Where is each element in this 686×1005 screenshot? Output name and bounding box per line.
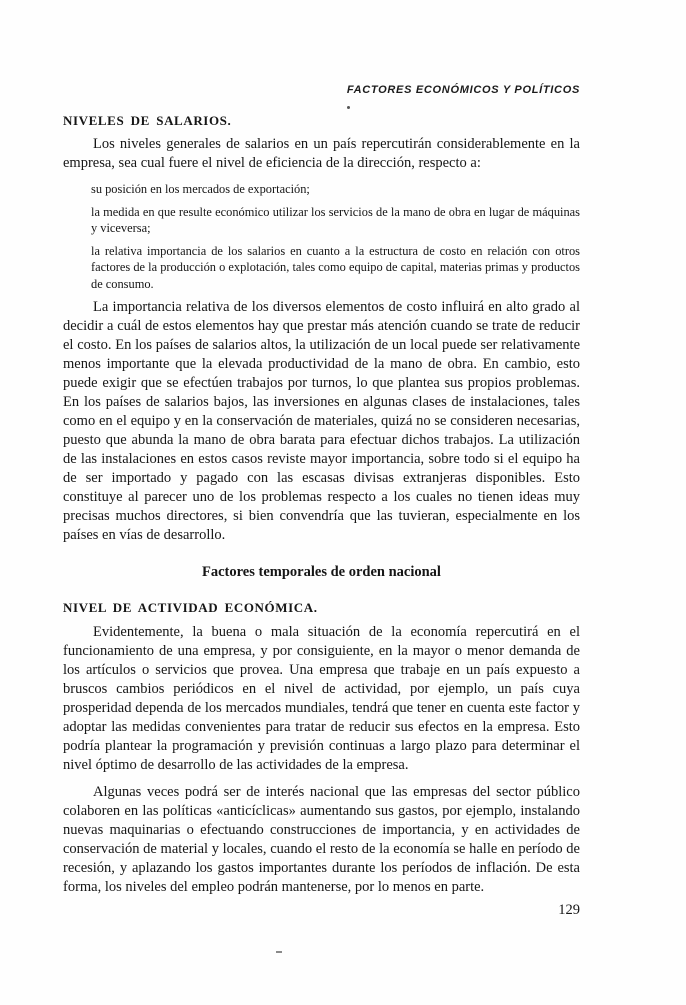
salarios-factor-list <box>91 181 580 293</box>
list-item: su posición en los mercados de exportación; <box>91 182 310 196</box>
page-number: 129 <box>558 901 580 918</box>
paragraph-salarios-body: La importancia relativa de los diversos elementos de costo influirá en alto grado al decidir a cuál de estos elementos hay que prestar más atención cuando se trate de reducir el costo. En los países de salarios altos, la utilización de un local puede ser relativamente menos importante que la elevada productividad de la mano de obra. En cambio, esto puede exigir que se efectúen trabajos por turnos, lo que plantea sus propios problemas. En los países de salarios bajos, las inversiones en algunas clases de instalaciones, tales como en el equipo y en la conservación de materiales, quizá no se consideren necesarias, puesto que abunda la mano de obra barata para efectuar dichos trabajos. La utilización de las instalaciones en estos casos reviste mayor importancia, sobre todo si el equipo ha de ser importado y pagado con las escasas divisas extranjeras disponibles. Esto constituye al parecer uno de los problemas respecto a los cuales no tienen ideas muy precisas muchos directores, si bien convendría que las tuvieran, especialmente en los países en vías de desarrollo. <box>63 298 580 543</box>
paragraph-actividad-1: Evidentemente, la buena o mala situación de la economía repercutirá en el funcionamiento de una empresa, y por consiguiente, en la mayor o menor demanda de los artículos o servicios que provea. Una empresa que trabaje en un país expuesto a bruscos cambios periódicos en el nivel de actividad, por ejemplo, un país cuya prosperidad dependa de los mercados mundiales, tendrá que tener en cuenta este factor y adoptar las medidas convenientes para tratar de reducir sus efectos en la empresa. Esto podría plantear la programación y previsión continuas a largo plazo para determinar el nivel óptimo de desarrollo de las actividades de la empresa. <box>63 623 580 773</box>
paragraph-actividad-2: Algunas veces podrá ser de interés nacional que las empresas del sector público colaboren en las políticas «anticíclicas» aumentando sus gastos, por ejemplo, instalando nuevas maquinarias o efectuando construcciones de importancia, y en actividades de conservación de material y locales, cuando el resto de la economía se halle en período de recesión, y aplazando los gastos importantes durante los períodos de inflación. De esta forma, los niveles del empleo podrán mantenerse, por lo menos en parte. <box>63 783 580 895</box>
paragraph-salarios-intro: Los niveles generales de salarios en un país repercutirán considerablemente en la empresa, sea cual fuere el nivel de eficiencia de la dirección, respecto a: <box>63 136 580 171</box>
section-heading-nivel-actividad: NIVEL DE ACTIVIDAD ECONÓMICA. <box>63 599 318 615</box>
text-column <box>63 84 580 920</box>
list-item: la relativa importancia de los salarios en cuanto a la estructura de costo en relación con otros factores de la producción o explotación, tales como equipo de capital, materias primas y productos de consumo. <box>91 243 580 291</box>
scan-artifact-mark <box>276 951 282 953</box>
running-head: FACTORES ECONÓMICOS Y POLÍTICOS <box>346 84 580 96</box>
section-heading-niveles-de-salarios: NIVELES DE SALARIOS. <box>63 113 232 128</box>
subheading-factores-temporales: Factores temporales de orden nacional <box>202 563 441 580</box>
list-item: la medida en que resulte económico utilizar los servicios de la mano de obra en lugar de máquinas y viceversa; <box>91 204 580 236</box>
